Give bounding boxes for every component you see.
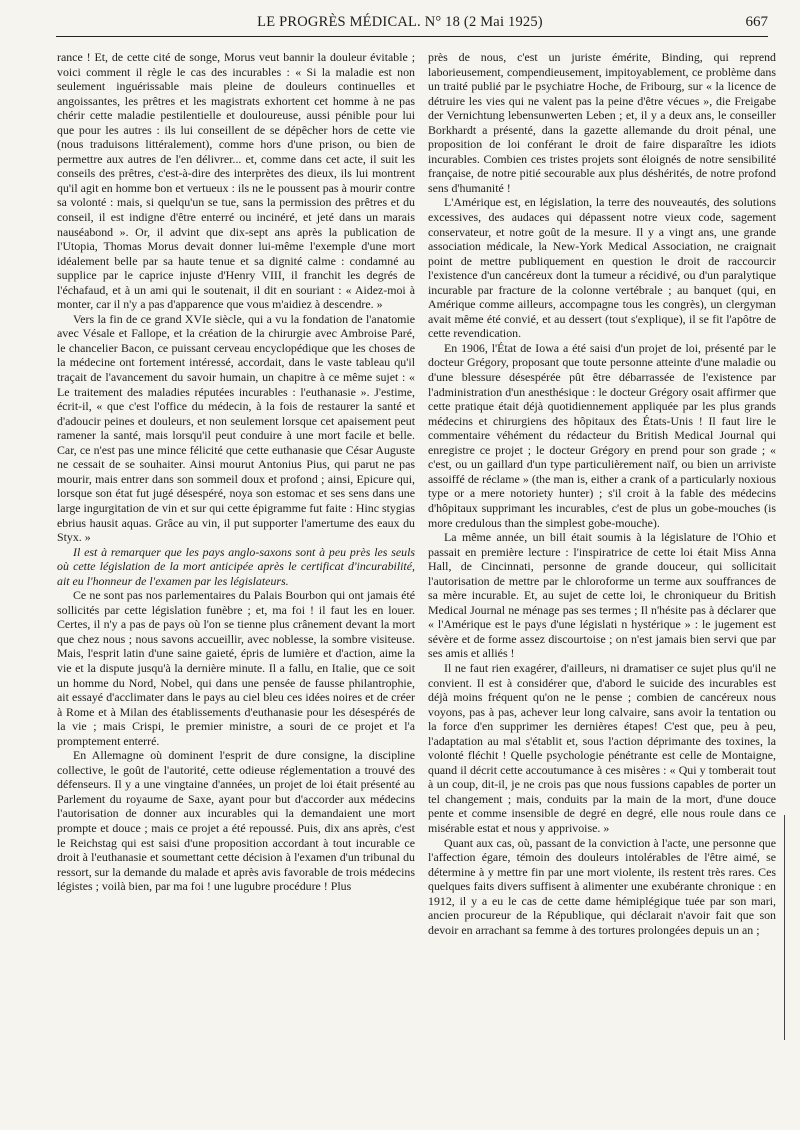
margin-mark	[784, 815, 785, 1040]
page-number: 667	[745, 14, 768, 30]
journal-title: LE PROGRÈS MÉDICAL. N° 18 (2 Mai 1925)	[257, 14, 543, 30]
paragraph: Ce ne sont pas nos parlementaires du Palais Bourbon qui ont jamais été sollicités par cette législation funèbre ; et, ma foi ! il faut les en louer. Certes, il n'y a pas de pays où l'on se tienne plus crânement devant la mort que chez nous ; nous savons accueillir, avec noblesse, la sombre visiteuse. Mais, l'esprit latin d'une saine gaieté, épris de lumière et d'action, aime la vie et la dispute jusqu'à la dernière minute. Il a fallu, en Italie, que ce soit un homme du Nord, Nobel, qui dans une pensée de fausse philantrophie, ait essayé d'acclimater dans le pays au ciel bleu ces idées noires et de créer à Rome et à Milan des établissements d'euthanasie pour les désespérés de la vie ; mais Crispi, le premier ministre, a souri de ce projet et l'a promptement enterré.	[57, 588, 415, 748]
paragraph: Il est à remarquer que les pays anglo-saxons sont à peu près les seuls où cette législation de la mort anticipée après le certificat d'incurabilité, ait eu l'honneur de l'examen par les législateurs.	[57, 544, 415, 588]
paragraph: La même année, un bill était soumis à la législature de l'Ohio et passait en première lecture : l'inspiratrice de cette loi était Miss Anna Hall, de Cincinnati, personne de grande douceur, qui sollicitait l'autorisation de mettre par le chloroforme un terme aux souffrances de sa mère incurable. Et, au sujet de cette loi, le chroniqueur du British Medical Journal ne ménage pas ses termes ; Il n'hésite pas à déclarer que « l'Amérique est le pays d'une législati n hystérique » : le jugement est sévère et de forme assez discourtoise ; on n'est jamais bien servi que par ses amis et alliés !	[428, 530, 776, 661]
paragraph: En Allemagne où dominent l'esprit de dure consigne, la discipline collective, le goût de l'autorité, cette odieuse réglementation a trouvé des défenseurs. Il y a une vingtaine d'années, un projet de loi était présenté au Parlement du royaume de Saxe, ayant pour but d'accorder aux médecins l'autorisation de donner aux incurables qui la demandaient une mort prompte et douce ; mais ce projet a été repoussé. Puis, dix ans après, c'est le Reichstag qui est saisi d'une proposition accordant à tout incurable ce droit à l'euthanasie et soumettant cette décision à l'examen d'un tribunal du ressort, sur la demande du malade et après avis favorable de trois médecins légistes ; voilà bien, par ma foi ! une lugubre procédure ! Plus	[57, 748, 415, 894]
paragraph: rance ! Et, de cette cité de songe, Morus veut bannir la douleur évitable ; voici comment il règle le cas des incurables : « Si la maladie est non seulement inguérissable mais pleine de douleurs continuelles et angoissantes, les prêtres et les magistrats exhortent cet homme à ne pas chérir cette maladie pestilentielle et douloureuse, aussi pénible pour lui que pour les autres : ils lui conseillent de se dépêcher hors de cette vie (nous traduisons littéralement), comme hors d'une prison, ou bien de permettre aux autres de l'en délivrer... et, comme dans cet acte, il suit les conseils des prêtres, c'est-à-dire des interprètes des dieux, ils lui montrent qu'il agit en homme bon et vertueux : ils ne le poussent pas à mourir contre sa volonté : mais, si quelqu'un se tue, sans la permission des prêtres et du conseil, il est indigne d'être enterré ou incinéré, et jeté dans un marais nauséabond ». Or, il advint que dix-sept ans après la publication de l'Utopia, Thomas Morus devait donner lui-même l'exemple d'une mort idéalement belle par sa haute tenue et sa dignité calme : condamné au supplice par le caprice injuste d'Henry VIII, il franchit les degrés de l'échafaud, et à un ami qui le soutenait, il dit en souriant : « Aidez-moi à monter, car il n'y a pas d'apparence que vous m'aidiez à descendre. »	[57, 50, 415, 312]
paragraph: Il ne faut rien exagérer, d'ailleurs, ni dramatiser ce sujet plus qu'il ne convient. Il est à considérer que, d'abord le suicide des incurables est déjà moins fréquent qu'on ne le pense ; combien de cancéreux nous voyons, pas à pas, achever leur long calvaire, sans avoir la tentation ou la force d'en supprimer les dernières étapes! C'est que, peu à peu, l'adaptation au mal s'établit et, sous l'action déprimante des toxines, la volonté fléchit ! Quelle psychologie pénétrante est celle de Montaigne, quand il décrit cette accoutumance à ces misères : « Qui y tomberait tout à un coup, dit-il, je ne crois pas que nous fussions capables de porter un tel changement ; mais, conduits par la main de la mort, d'une douce pente et comme insensible de degré en degré, elle nous roule dans ce misérable estat et nous y apprivoise. »	[428, 660, 776, 835]
paragraph: près de nous, c'est un juriste émérite, Binding, qui reprend laborieusement, compendieusement, impitoyablement, ce problème dans un traité publié par le psychiatre Hoche, de Fribourg, sur « la licence de détruire les vies qui ne valent pas la peine d'être vécues », die Freigabe der Vernichtung lebensunwerten Leben ; et, il y a deux ans, le conseiller Borkhardt a présenté, dans la gazette allemande du droit pénal, une proposition de loi conférant le droit de faire disparaître les idiots incurables. Combien ces tristes projets sont éloignés de notre sensibilité française, de notre pitié secourable aux plus déshérités, de notre profond sens d'humanité !	[428, 50, 776, 195]
right-column	[428, 50, 776, 937]
paragraph: En 1906, l'État de Iowa a été saisi d'un projet de loi, présenté par le docteur Grégory, proposant que toute personne atteinte d'une maladie ou d'une blessure désespérée pût être débarrassée de l'existence par l'administration d'un anesthésique : le docteur Grégory osait affirmer que cette pratique était déjà quotidiennement appliquée par les plus grands médecins et chirurgiens des hôpitaux des États-Unis ! Il faut lire le commentaire véhément du rédacteur du British Medical Journal qui enregistre ce projet ; le docteur Grégory en prend pour son grade ; « c'est, ou un gaillard d'un type particulièrement naïf, ou bien un arriviste assoiffé de réclame » (the man is, either a crank of a particularly noxious type or a mere notoriety hunter) ; s'il croit à la fable des médecins d'hôpitaux supprimant les incurables, c'est de plus un gobe-mouches (is more credulous than the simplest gobe-mouche).	[428, 340, 776, 530]
paragraph: Vers la fin de ce grand XVIe siècle, qui a vu la fondation de l'anatomie avec Vésale et Fallope, et la création de la chirurgie avec Ambroise Paré, le chancelier Bacon, ce puissant cerveau encyclopédique que les choses de la médecine ont fortement intéressé, accordait, dans le vaste tableau qu'il traçait de l'avancement du savoir humain, un chapitre à ce même sujet : « Le traitement des maladies réputées incurables : l'euthanasie ». J'estime, écrit-il, « que c'est l'office du médecin, à la fois de restaurer la santé et d'adoucir peines et douleurs, et non seulement lorsque cet apaisement peut ramener la santé, mais lorsqu'il peut conduire à une mort facile et belle. Car, ce n'est pas une mince félicité que cette euthanasie que César Auguste ne cessait de se souhaiter. Ainsi mourut Antonius Pius, qui parut ne pas mourir, mais entrer dans son sommeil doux et profond ; ainsi, Epicure qui, lorsque son état fut jugé désespéré, noya son estomac et ses sens dans une large ingurgitation de vin et sur qui cette épigramme fut faite : Hinc stygias ebrius hausit aquas. Grâce au vin, il put supporter l'amertume des eaux du Styx. »	[57, 311, 415, 545]
paragraph: Quant aux cas, où, passant de la conviction à l'acte, une personne que l'affection égare, témoin des douleurs intolérables de l'être aimé, se détermine à y mettre fin par une mort violente, ils restent très rares. Ces quelques faits divers suffisent à alimenter une exubérante chronique : en 1912, il y a eu le cas de cette dame hémiplégique tuée par son mari, ancien procureur de la République, qui déclarait n'avoir fait que son devoir en arrachant sa femme à des tortures prolongées depuis un an ;	[428, 835, 776, 937]
left-column	[57, 50, 415, 894]
paragraph: L'Amérique est, en législation, la terre des nouveautés, des solutions excessives, des audaces qui dépassent notre vieux code, sagement conservateur, et notre goût de la mesure. Il y a vingt ans, une grande association médicale, la New-York Medical Association, ne craignait point de mettre publiquement en question le droit de raccourcir l'existence d'un cancéreux dont la tumeur a récidivé, ou d'un paralytique incurable par fracture de la colonne vertébrale ; au banquet (qui, en Amérique comme ailleurs, accompagne tous les congrès), un clergyman avait même été convié, et au dessert (tout s'explique), il se fit l'apôtre de cette revendication.	[428, 195, 776, 341]
running-header	[0, 12, 800, 38]
header-rule	[56, 36, 768, 37]
